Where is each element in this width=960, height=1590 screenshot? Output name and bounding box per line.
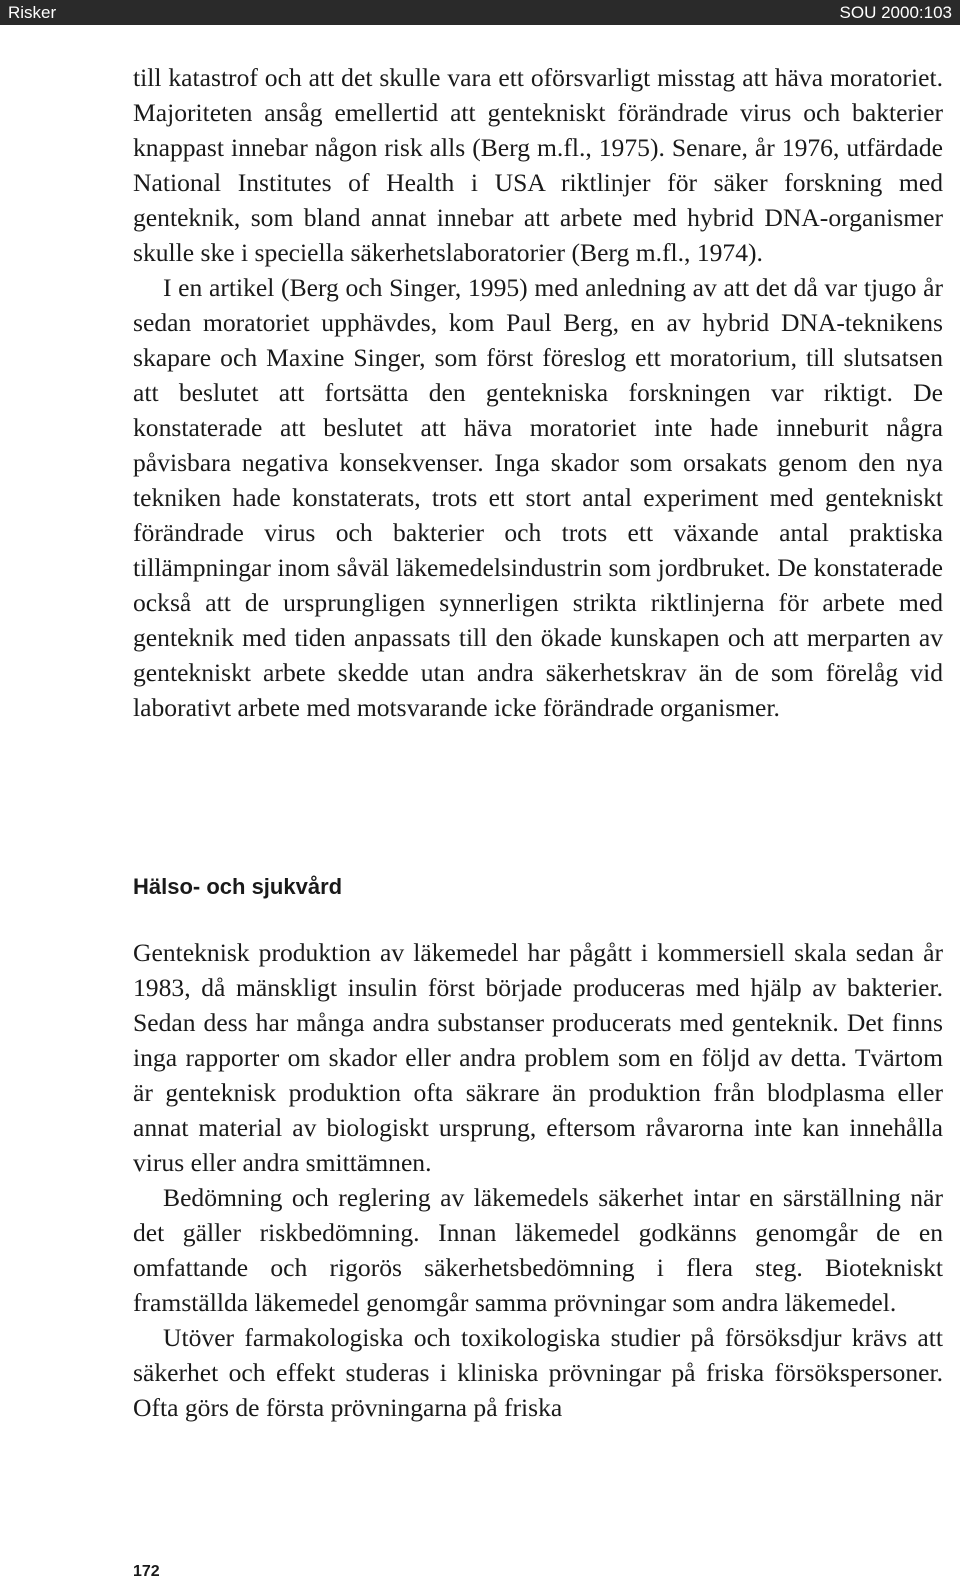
paragraph: Bedömning och reglering av läkemedels säkerhet intar en särställning när det gäller riskbedömning. Innan läkemedel godkänns genomgår de en omfattande och rigorös säkerhetsbedömning i flera steg. Biotekniskt framställda läkemedel genomgår samma prövningar som andra läkemedel. [133,1183,943,1317]
paragraph: Genteknisk produktion av läkemedel har pågått i kommersiell skala sedan år 1983, då mänskligt insulin först började produceras med hjälp av bakterier. Sedan dess har många andra substanser producerats med genteknik. Det finns inga rapporter om skador eller andra problem som en följd av detta. Tvärtom är genteknisk produktion ofta säkrare än produktion från blodplasma eller annat material av biologiskt ursprung, eftersom råvarorna inte kan innehålla virus eller andra smittämnen. [133,938,943,1177]
header-document-reference: SOU 2000:103 [839,3,952,22]
paragraph: I en artikel (Berg och Singer, 1995) med anledning av att det då var tjugo år sedan moratoriet upphävdes, kom Paul Berg, en av hybrid DNA-teknikens skapare och Maxine Singer, som först föreslog ett moratorium, till slutsatsen att beslutet att fortsätta den gentekniska forskningen var riktigt. De konstaterade att beslutet att häva moratoriet inte hade inneburit några påvisbara negativa konsekvenser. Inga skador som orsakats genom den nya tekniken hade konstaterats, trots ett stort antal experiment med gentekniskt förändrade virus och bakterier och trots ett växande antal praktiska tillämpningar inom såväl läkemedelsindustrin som jordbruket. De konstaterade också att de ursprungligen synnerligen strikta riktlinjerna för arbete med genteknik med tiden anpassats till den ökade kunskapen och att merparten av gentekniskt arbete skedde utan andra säkerhetskrav än de som förelåg vid laborativt arbete med motsvarande icke förändrade organismer. [133,273,943,722]
paragraph: Utöver farmakologiska och toxikologiska studier på försöksdjur krävs att säkerhet och effekt studeras i kliniska prövningar på friska försökspersoner. Ofta görs de första prövningarna på friska [133,1323,943,1422]
body-text-top [133,60,943,725]
section-heading: Hälso- och sjukvård [133,874,343,899]
running-header [0,0,960,25]
page-number: 172 [133,1563,160,1580]
body-text-section [133,935,943,1425]
header-section-title: Risker [8,3,57,22]
paragraph: till katastrof och att det skulle vara ett oförsvarligt misstag att häva moratoriet. Majoriteten ansåg emellertid att gentekniskt förändrade virus och bakterier knappast innebar någon risk alls (Berg m.fl., 1975). Senare, år 1976, utfärdade National Institutes of Health i USA riktlinjer för säker forskning med genteknik, som bland annat innebar att arbete med hybrid DNA-organismer skulle ske i speciella säkerhetslaboratorier (Berg m.fl., 1974). [133,63,943,267]
